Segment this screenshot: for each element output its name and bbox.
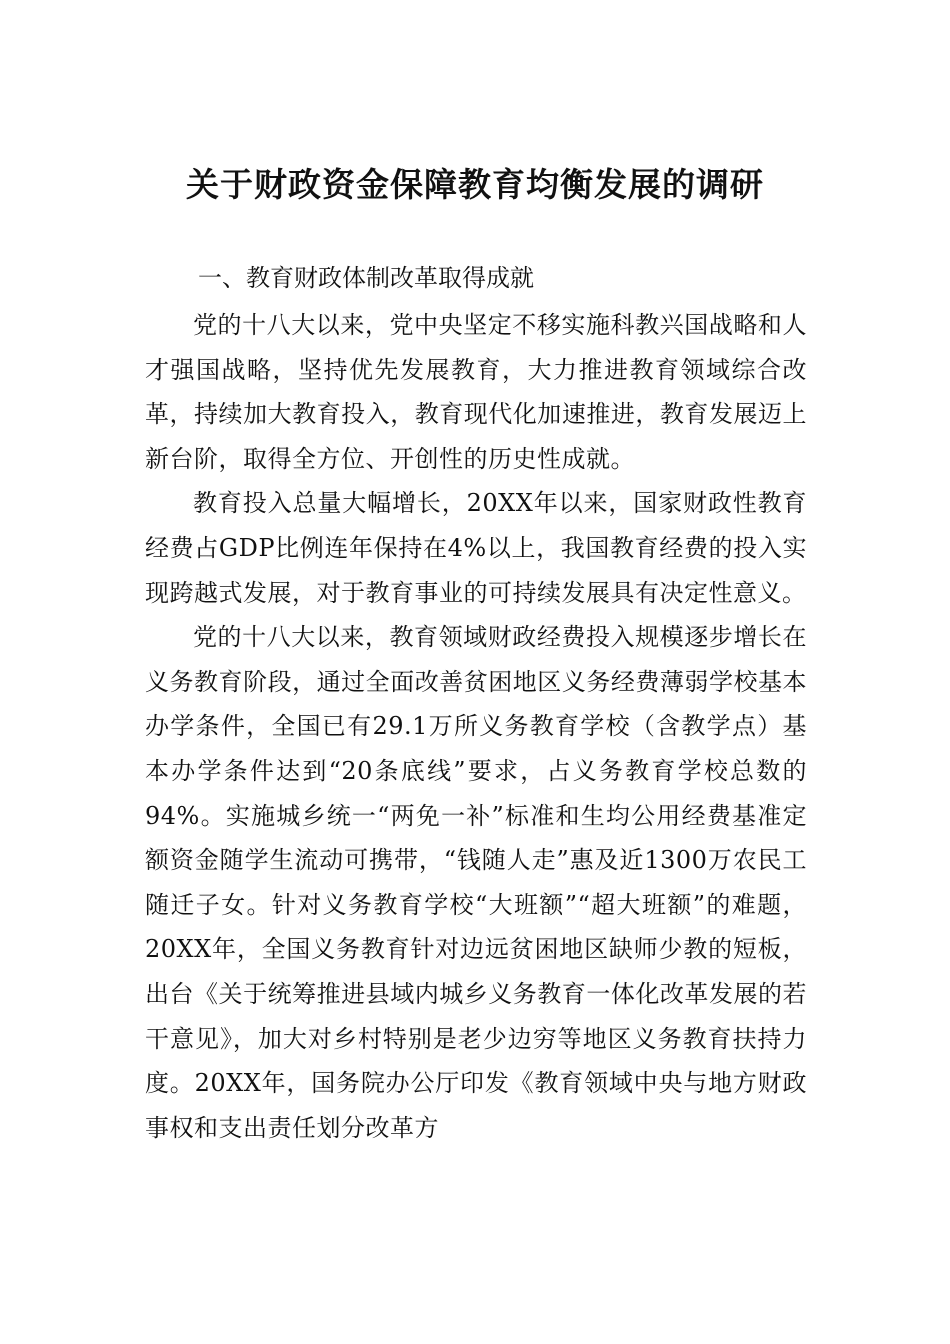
section-heading: 一、教育财政体制改革取得成就 bbox=[198, 264, 534, 292]
paragraph-2: 教育投入总量大幅增长，20XX年以来，国家财政性教育经费占GDP比例连年保持在4%以上，我国教育经费的投入实现跨越式发展，对于教育事业的可持续发展具有决定性意义。 bbox=[145, 489, 807, 607]
document-title: 关于财政资金保障教育均衡发展的调研 bbox=[186, 165, 764, 204]
document-body bbox=[145, 303, 807, 1150]
paragraph-3: 党的十八大以来，教育领域财政经费投入规模逐步增长在义务教育阶段，通过全面改善贫困地区义务经费薄弱学校基本办学条件，全国已有29.1万所义务教育学校（含教学点）基本办学条件达到“20条底线”要求，占义务教育学校总数的94%。实施城乡统一“两免一补”标准和生均公用经费基准定额资金随学生流动可携带，“钱随人走”惠及近1300万农民工随迁子女。针对义务教育学校“大班额”“超大班额”的难题，20XX年，全国义务教育针对边远贫困地区缺师少教的短板，出台《关于统筹推进县域内城乡义务教育一体化改革发展的若干意见》，加大对乡村特别是老少边穷等地区义务教育扶持力度。20XX年，国务院办公厅印发《教育领域中央与地方财政事权和支出责任划分改革方 bbox=[145, 623, 807, 1142]
paragraph-1: 党的十八大以来，党中央坚定不移实施科教兴国战略和人才强国战略，坚持优先发展教育，大力推进教育领域综合改革，持续加大教育投入，教育现代化加速推进，教育发展迈上新台阶，取得全方位、开创性的历史性成就。 bbox=[145, 311, 807, 473]
